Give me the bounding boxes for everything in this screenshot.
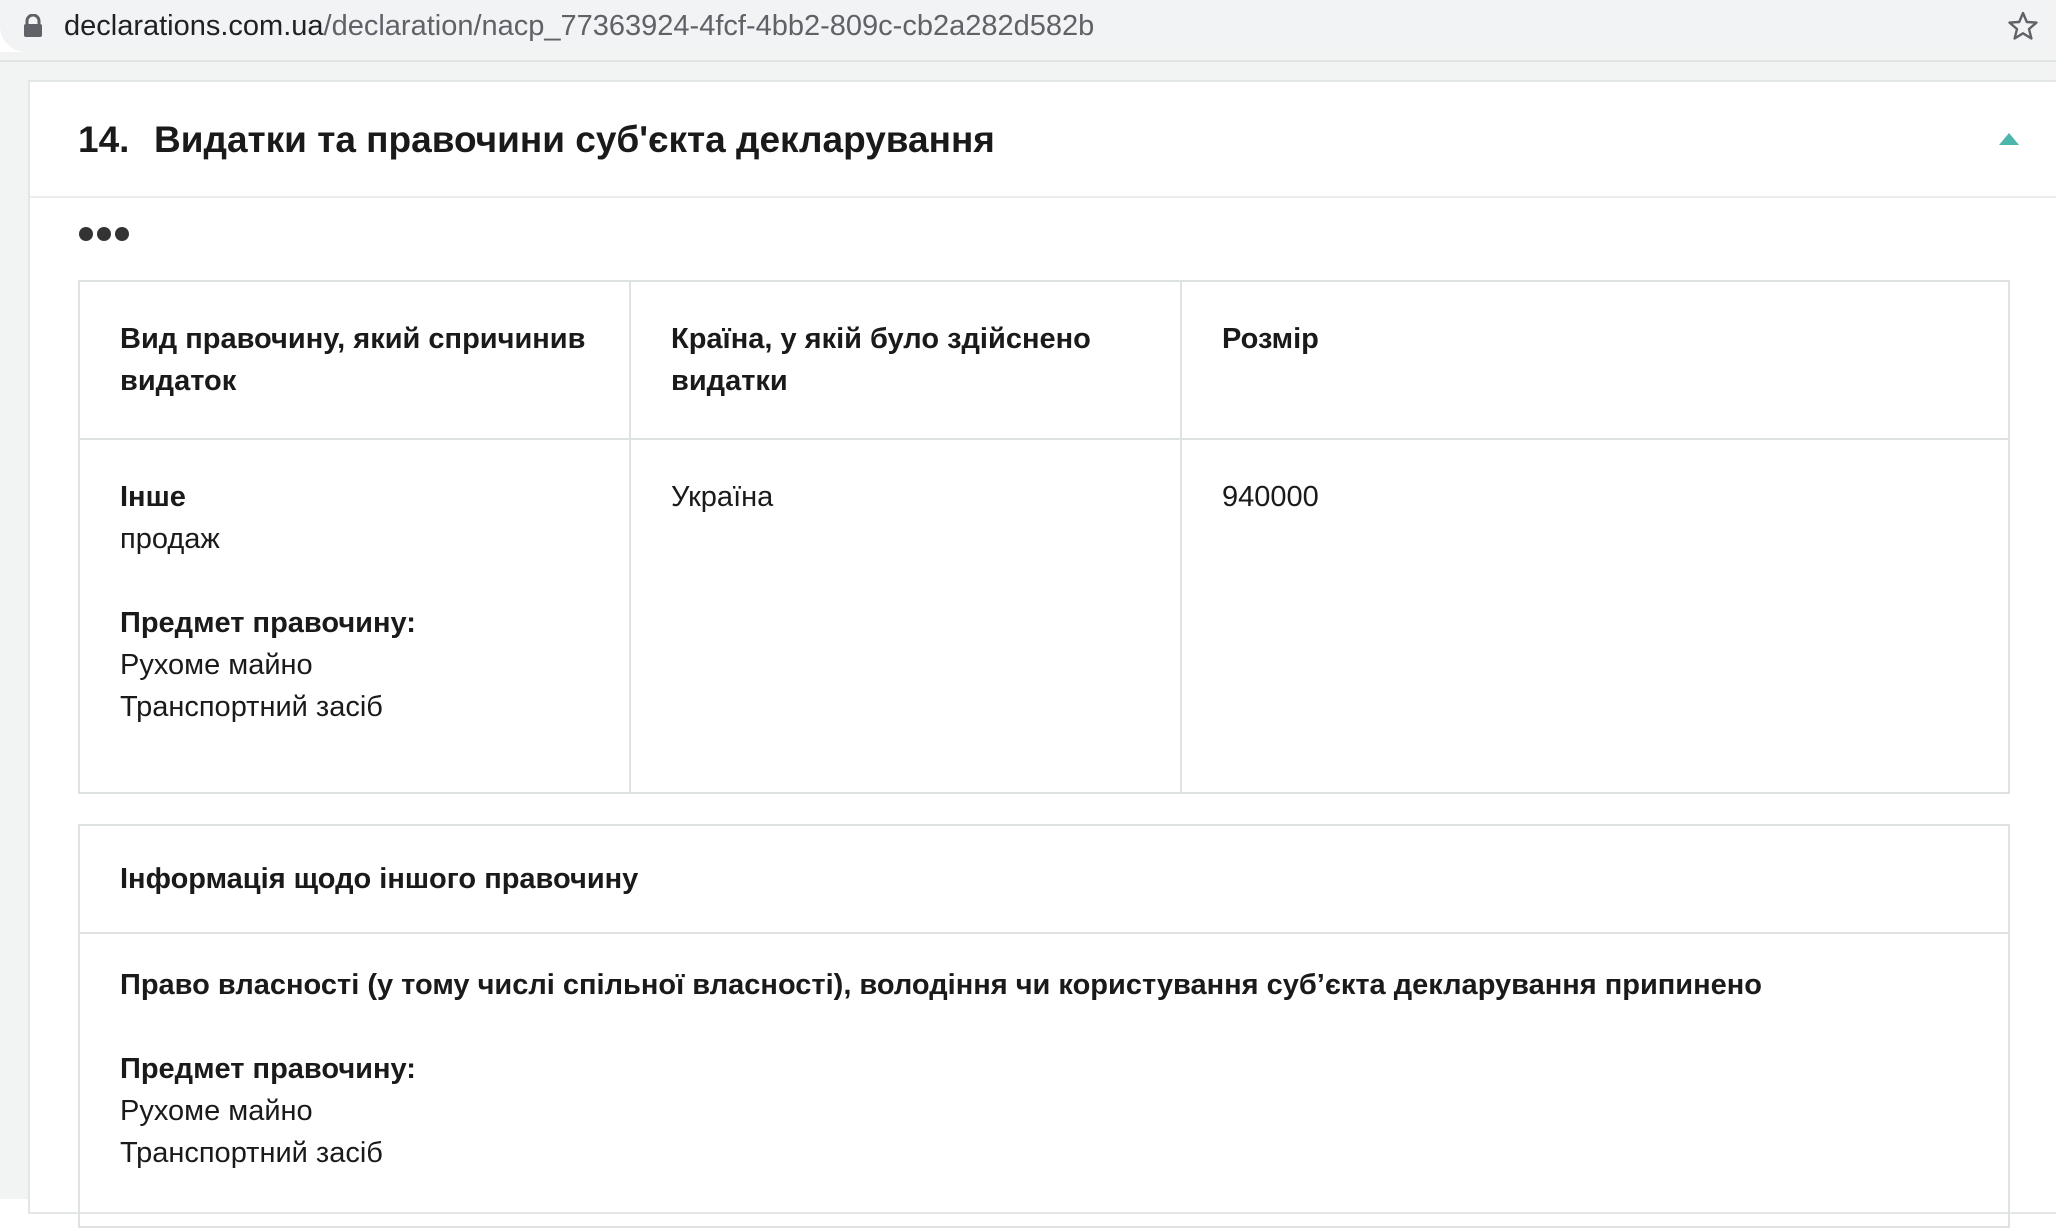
lock-icon bbox=[22, 14, 44, 38]
cell-transaction-type bbox=[79, 439, 630, 793]
address-bar[interactable] bbox=[0, 0, 2056, 52]
transaction-type-value: продаж bbox=[120, 523, 220, 555]
star-icon[interactable] bbox=[2008, 11, 2038, 41]
subject-line: Транспортний засіб bbox=[120, 1137, 383, 1169]
section-number: 14. bbox=[78, 119, 130, 160]
column-header-country: Країна, у якій було здійснено видатки bbox=[630, 281, 1181, 439]
section-header[interactable] bbox=[30, 82, 2056, 198]
ellipsis-icon[interactable] bbox=[78, 226, 130, 242]
amount-value: 940000 bbox=[1222, 481, 1319, 513]
info-body bbox=[80, 934, 2008, 1204]
transaction-type-title: Інше bbox=[120, 481, 186, 513]
url-path: /declaration/nacp_77363924-4fcf-4bb2-809c-cb2a282d582b bbox=[323, 10, 1095, 42]
table-header-row bbox=[79, 281, 2009, 439]
page-divider bbox=[0, 60, 2056, 62]
section-title: Видатки та правочини суб'єкта декларування bbox=[154, 119, 995, 160]
url-domain: declarations.com.ua bbox=[64, 10, 324, 42]
subject-label: Предмет правочину: bbox=[120, 607, 416, 639]
url-text[interactable] bbox=[64, 8, 1094, 44]
subject-line: Транспортний засіб bbox=[120, 691, 383, 723]
transactions-table bbox=[78, 280, 2010, 794]
column-header-type: Вид правочину, який спричинив видаток bbox=[79, 281, 630, 439]
cell-amount bbox=[1181, 439, 2009, 793]
ownership-statement: Право власності (у тому числі спільної власності), володіння чи користування суб’єкта декларування припинено bbox=[120, 969, 1763, 1001]
subject-line: Рухоме майно bbox=[120, 1095, 313, 1127]
cell-country bbox=[630, 439, 1181, 793]
subject-label: Предмет правочину: bbox=[120, 1053, 416, 1085]
chevron-up-icon[interactable] bbox=[1998, 132, 2020, 146]
info-header: Інформація щодо іншого правочину bbox=[80, 826, 2008, 934]
column-header-amount: Розмір bbox=[1181, 281, 2009, 439]
declaration-section-card bbox=[28, 80, 2056, 1214]
country-value: Україна bbox=[671, 481, 774, 513]
subject-line: Рухоме майно bbox=[120, 649, 313, 681]
other-transaction-info bbox=[78, 824, 2010, 1228]
table-row bbox=[79, 439, 2009, 793]
